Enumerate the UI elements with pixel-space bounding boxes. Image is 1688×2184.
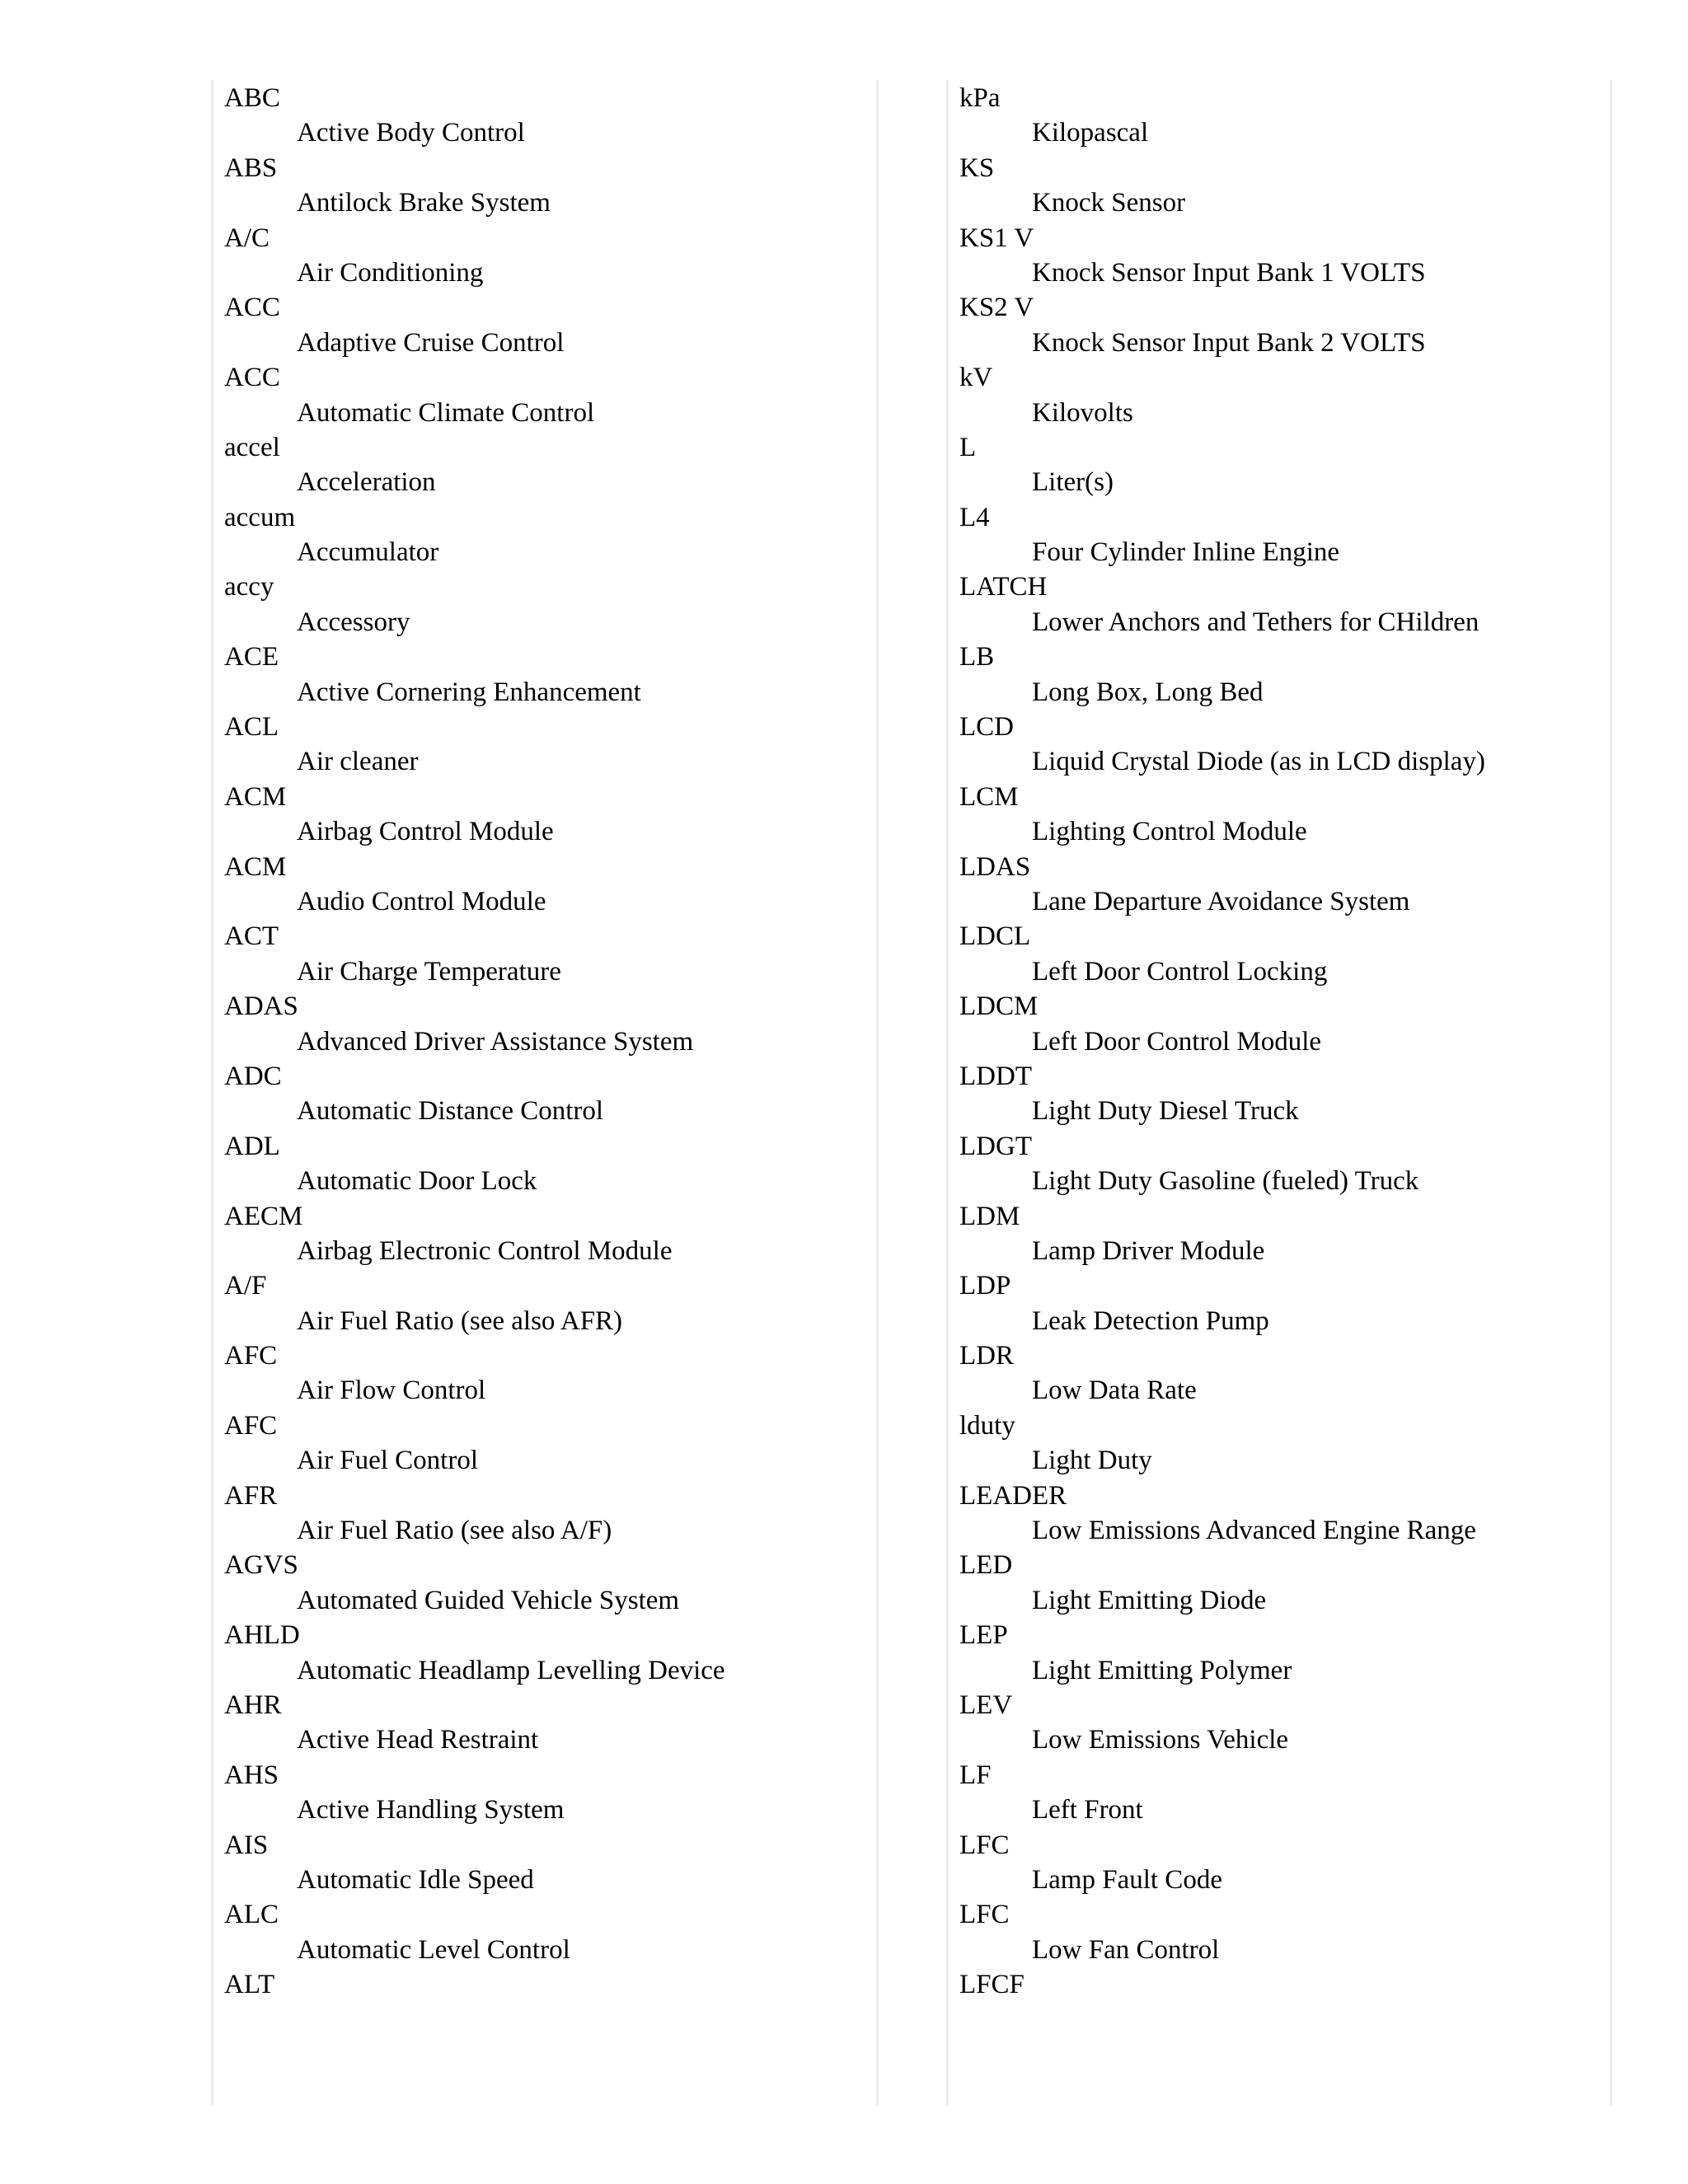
abbreviation-definition: Active Handling System — [297, 1795, 565, 1825]
abbreviation-definition: Automated Guided Vehicle System — [297, 1585, 680, 1615]
abbreviation-definition: Knock Sensor Input Bank 2 VOLTS — [1032, 327, 1426, 358]
abbreviation-term: ACT — [224, 921, 279, 952]
abbreviation-definition: Accumulator — [297, 537, 439, 568]
abbreviation-definition: Automatic Level Control — [297, 1934, 570, 1965]
abbreviation-definition: Liter(s) — [1032, 467, 1114, 498]
abbreviation-definition: Lamp Fault Code — [1032, 1864, 1222, 1895]
abbreviation-term: ACL — [224, 712, 279, 743]
abbreviation-definition: Air Fuel Ratio (see also AFR) — [297, 1305, 623, 1336]
abbreviation-definition: Light Emitting Polymer — [1032, 1655, 1292, 1685]
abbreviation-term: ABC — [224, 83, 280, 113]
abbreviation-definition: Active Body Control — [297, 118, 525, 148]
entry-list — [949, 80, 1610, 2002]
abbreviation-term: LEV — [959, 1690, 1013, 1720]
abbreviation-definition: Knock Sensor — [1032, 188, 1186, 218]
abbreviation-term: LDM — [959, 1201, 1020, 1231]
abbreviation-definition: Automatic Door Lock — [297, 1166, 537, 1197]
abbreviation-term: LED — [959, 1550, 1013, 1581]
abbreviation-definition: Low Data Rate — [1032, 1376, 1197, 1406]
abbreviation-term: ACM — [224, 851, 287, 882]
abbreviation-term: LATCH — [959, 572, 1048, 602]
abbreviation-term: LDR — [959, 1341, 1014, 1371]
abbreviation-term: AIS — [224, 1830, 269, 1860]
abbreviation-definition: Air cleaner — [297, 747, 419, 777]
entry-list — [213, 80, 876, 2002]
abbreviation-definition: Kilovolts — [1032, 397, 1133, 428]
abbreviation-term: LCD — [959, 712, 1014, 743]
abbreviation-term: accy — [224, 572, 274, 602]
abbreviation-definition: Kilopascal — [1032, 118, 1149, 148]
abbreviation-term: ACC — [224, 363, 280, 393]
abbreviation-definition: Automatic Distance Control — [297, 1096, 604, 1127]
abbreviation-term: ACC — [224, 293, 280, 323]
abbreviation-term: LDP — [959, 1271, 1011, 1301]
abbreviation-definition: Lower Anchors and Tethers for CHildren — [1032, 607, 1479, 637]
abbreviation-term: ALT — [224, 1970, 275, 2000]
abbreviation-definition: Air Fuel Ratio (see also A/F) — [297, 1516, 612, 1546]
abbreviation-definition: Air Flow Control — [297, 1376, 486, 1406]
abbreviation-term: LDGT — [959, 1131, 1032, 1161]
abbreviation-term: KS — [959, 152, 995, 183]
abbreviation-term: L — [959, 432, 977, 462]
abbreviation-term: LFC — [959, 1830, 1010, 1860]
abbreviation-definition: Low Fan Control — [1032, 1934, 1220, 1965]
abbreviation-definition: Liquid Crystal Diode (as in LCD display) — [1032, 747, 1485, 777]
abbreviation-term: ABS — [224, 152, 278, 183]
abbreviation-definition: Light Duty Gasoline (fueled) Truck — [1032, 1166, 1419, 1197]
abbreviation-definition: Low Emissions Vehicle — [1032, 1725, 1289, 1755]
abbreviation-term: AHR — [224, 1690, 282, 1720]
abbreviation-definition: Light Emitting Diode — [1032, 1585, 1267, 1615]
glossary-column-left — [211, 80, 879, 2106]
abbreviation-definition: Advanced Driver Assistance System — [297, 1026, 694, 1057]
abbreviation-definition: Left Door Control Locking — [1032, 956, 1328, 987]
abbreviation-term: LDAS — [959, 851, 1031, 882]
abbreviation-term: L4 — [959, 502, 990, 532]
abbreviation-term: LEP — [959, 1620, 1008, 1651]
abbreviation-term: AFR — [224, 1480, 278, 1511]
abbreviation-definition: Air Conditioning — [297, 257, 484, 288]
abbreviation-definition: Accessory — [297, 607, 410, 637]
abbreviation-definition: Air Fuel Control — [297, 1446, 478, 1476]
abbreviation-definition: Airbag Control Module — [297, 817, 554, 847]
abbreviation-term: accum — [224, 502, 296, 532]
abbreviation-term: AFC — [224, 1341, 278, 1371]
abbreviation-term: ADAS — [224, 991, 298, 1022]
abbreviation-term: ADL — [224, 1131, 280, 1161]
abbreviation-term: ACM — [224, 781, 287, 812]
abbreviation-definition: Light Duty Diesel Truck — [1032, 1096, 1299, 1127]
abbreviation-definition: Air Charge Temperature — [297, 956, 561, 987]
abbreviation-definition: Four Cylinder Inline Engine — [1032, 537, 1340, 568]
abbreviation-definition: Adaptive Cruise Control — [297, 327, 565, 358]
abbreviation-term: AECM — [224, 1201, 303, 1231]
abbreviation-term: LB — [959, 642, 995, 673]
abbreviation-term: ACE — [224, 642, 279, 673]
abbreviation-definition: Active Head Restraint — [297, 1725, 539, 1755]
glossary-column-right — [946, 80, 1612, 2106]
abbreviation-definition: Automatic Climate Control — [297, 397, 595, 428]
abbreviation-term: LDCM — [959, 991, 1039, 1022]
abbreviation-term: A/F — [224, 1271, 267, 1301]
abbreviation-term: A/C — [224, 223, 270, 253]
abbreviation-definition: Automatic Idle Speed — [297, 1864, 534, 1895]
abbreviation-definition: Low Emissions Advanced Engine Range — [1032, 1516, 1476, 1546]
abbreviation-term: AGVS — [224, 1550, 298, 1581]
abbreviation-definition: Audio Control Module — [297, 886, 546, 916]
abbreviation-term: accel — [224, 432, 280, 462]
abbreviation-term: ALC — [224, 1900, 279, 1930]
abbreviation-term: AHS — [224, 1760, 279, 1790]
abbreviation-term: LFC — [959, 1900, 1010, 1930]
abbreviation-definition: Left Door Control Module — [1032, 1026, 1322, 1057]
abbreviation-term: LCM — [959, 781, 1019, 812]
abbreviation-term: kV — [959, 363, 993, 393]
abbreviation-definition: Active Cornering Enhancement — [297, 677, 641, 707]
abbreviation-term: LDDT — [959, 1061, 1032, 1091]
abbreviation-term: kPa — [959, 83, 1001, 113]
abbreviation-term: lduty — [959, 1410, 1015, 1441]
abbreviation-definition: Lamp Driver Module — [1032, 1235, 1265, 1266]
abbreviation-term: LEADER — [959, 1480, 1067, 1511]
abbreviation-definition: Antilock Brake System — [297, 188, 551, 218]
abbreviation-term: LFCF — [959, 1970, 1025, 2000]
abbreviation-definition: Airbag Electronic Control Module — [297, 1235, 673, 1266]
abbreviation-definition: Knock Sensor Input Bank 1 VOLTS — [1032, 257, 1426, 288]
abbreviation-term: AFC — [224, 1410, 278, 1441]
abbreviation-term: LF — [959, 1760, 992, 1790]
abbreviation-term: LDCL — [959, 921, 1031, 952]
abbreviation-term: AHLD — [224, 1620, 300, 1651]
abbreviation-definition: Leak Detection Pump — [1032, 1305, 1269, 1336]
abbreviation-definition: Light Duty — [1032, 1446, 1152, 1476]
abbreviation-definition: Left Front — [1032, 1795, 1143, 1825]
abbreviation-term: ADC — [224, 1061, 282, 1091]
abbreviation-term: KS1 V — [959, 223, 1034, 253]
abbreviation-definition: Lane Departure Avoidance System — [1032, 886, 1410, 916]
abbreviation-definition: Acceleration — [297, 467, 436, 498]
abbreviation-definition: Lighting Control Module — [1032, 817, 1307, 847]
abbreviation-definition: Long Box, Long Bed — [1032, 677, 1264, 707]
abbreviation-term: KS2 V — [959, 293, 1034, 323]
abbreviation-definition: Automatic Headlamp Levelling Device — [297, 1655, 725, 1685]
